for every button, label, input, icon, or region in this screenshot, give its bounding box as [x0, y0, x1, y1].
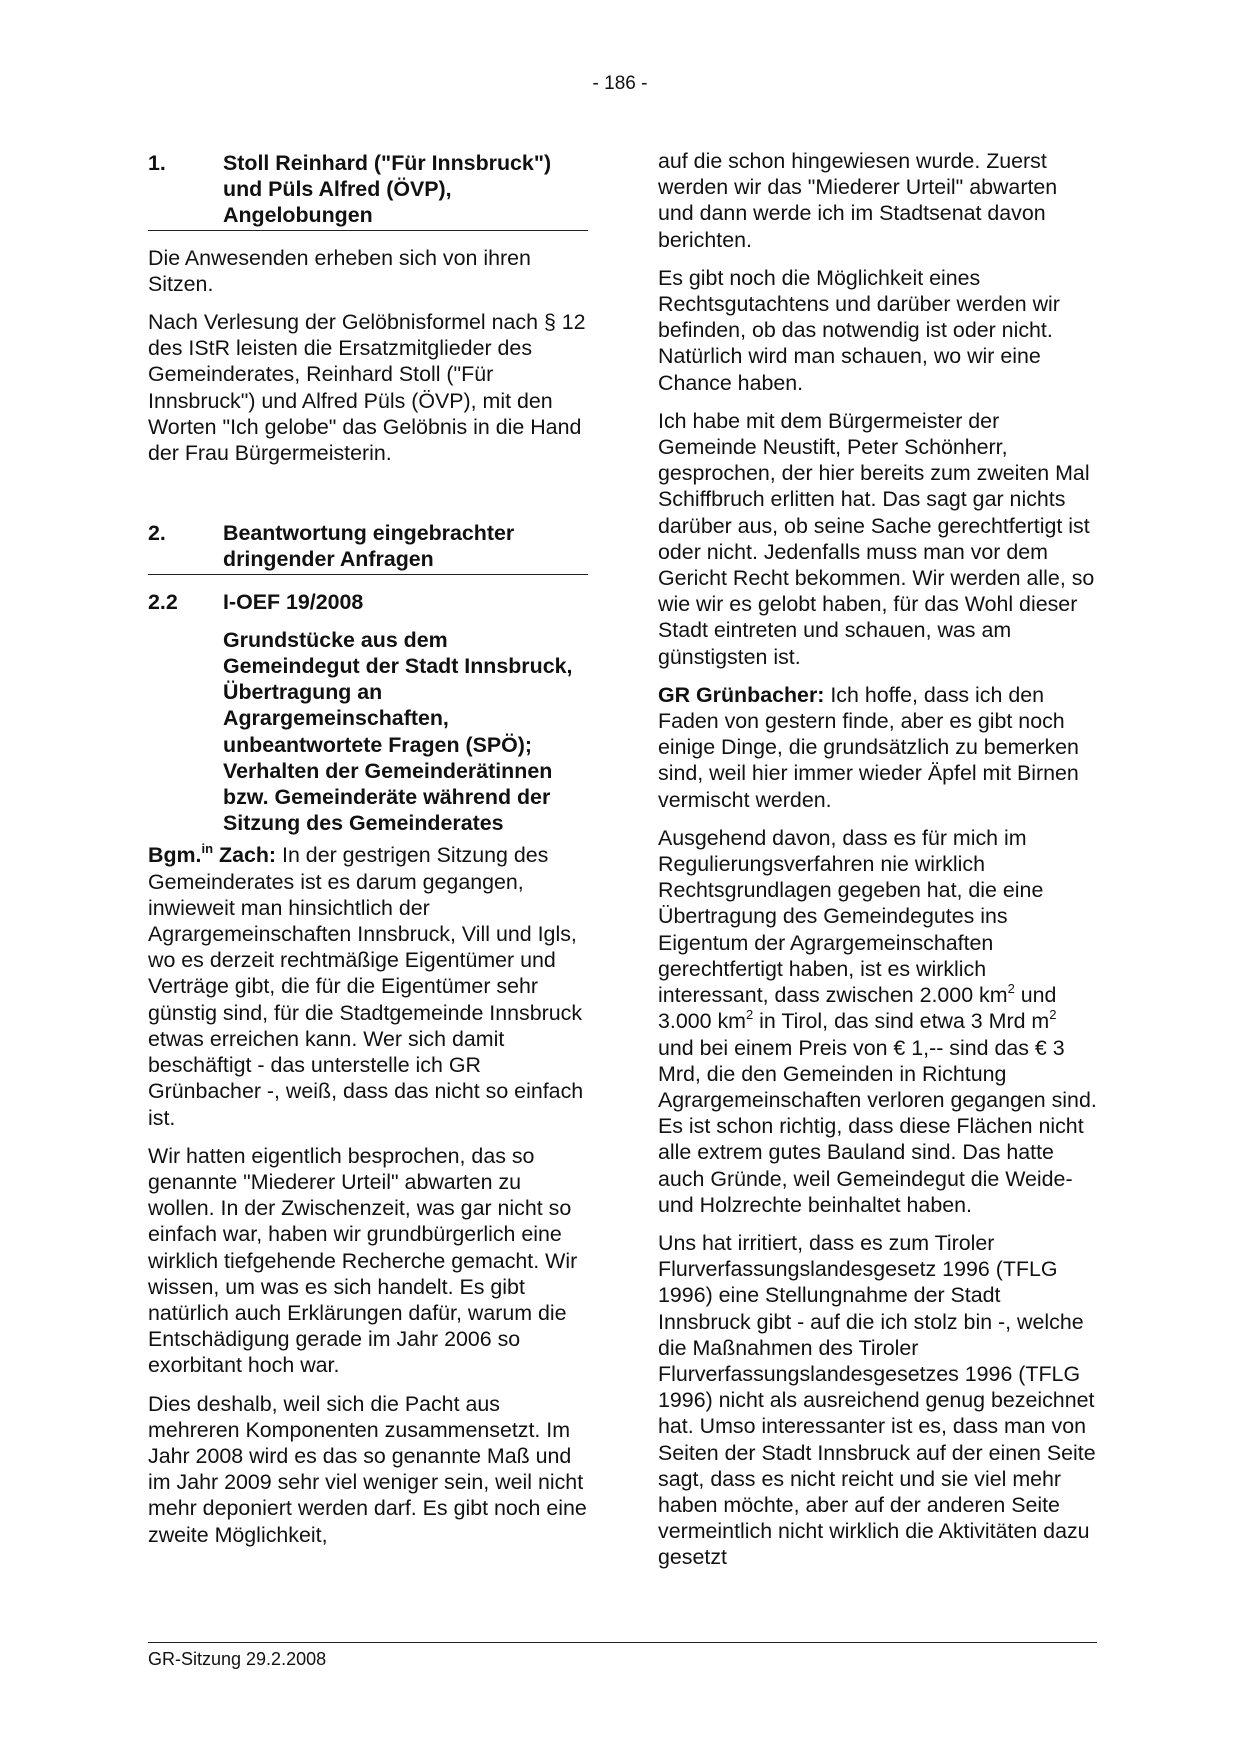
- paragraph: Dies deshalb, weil sich die Pacht aus mehreren Komponenten zusammensetzt. Im Jahr 2008 wird es das so genannte Maß und im Jahr 2009 sehr viel weniger sein, weil nicht mehr deponiert werden darf. Es gibt noch eine zweite Möglichkeit,: [148, 1391, 587, 1547]
- paragraph: Wir hatten eigentlich besprochen, das so genannte "Miederer Urteil" abwarten zu wollen. In der Zwischenzeit, was gar nicht so einfach war, haben wir grundbürgerlich eine wirklich tiefgehende Recherche gemacht. Wir wissen, um was es sich handelt. Es gibt natürlich auch Erklärungen dafür, warum die Entschädigung gerade im Jahr 2006 so exorbitant hoch war.: [148, 1143, 578, 1378]
- page-number: - 186 -: [592, 73, 648, 94]
- paragraph: Ausgehend davon, dass es für mich im Regulierungsverfahren nie wirklich Rechtsgrundlagen gegeben hat, die eine Übertragung des Gemeindegutes ins Eigentum der Agrargemeinschaften gerechtfertigt haben, ist es wirklich interessant, dass zwischen 2.000 $km^2$ und 3.000 $km^2$ in Tirol, das sind etwa 3 Mrd $m^2$ und bei einem Preis von € 1,-- sind das € 3 Mrd, die den Gemeinden in Richtung Agrargemeinschaften verloren gegangen sind. Es ist schon richtig, dass diese Flächen nicht alle extrem gutes Bauland sind. Das hatte auch Gründe, weil Gemeindegut die Weide- und Holzrechte beinhaltet haben.: [658, 825, 1097, 1217]
- heading-number: 2.: [148, 521, 166, 546]
- speech-paragraph: Bgm.$^{in}$ Zach: In der gestrigen Sitzung des Gemeinderates ist es darum gegangen, inwieweit man hinsichtlich der Agrargemeinschaften Innsbruck, Vill und Igls, wo es derzeit rechtmäßige Eigentümer und Verträge gibt, die für die Eigentümer sehr günstig sind, für die Stadtgemeinde Innsbruck etwas erreichen kann. Wer sich damit beschäftigt - das unterstelle ich GR Grünbacher -, weiß, dass das nicht so einfach ist.: [148, 841, 584, 1130]
- heading-item-2-2: [148, 589, 588, 615]
- speaker-label: GR Grünbacher:: [658, 682, 825, 707]
- left-column: [148, 150, 588, 1560]
- footer: GR-Sitzung 29.2.2008: [148, 1642, 1097, 1670]
- heading-item-2: [148, 520, 588, 574]
- paragraph: Die Anwesenden erheben sich von ihren Sitzen.: [148, 245, 531, 296]
- paragraph: Uns hat irritiert, dass es zum Tiroler Flurverfassungslandesgesetz 1996 (TFLG 1996) eine Stellungnahme der Stadt Innsbruck gibt - auf die ich stolz bin -, welche die Maßnahmen des Tiroler Flurverfassungslandesgesetzes 1996 (TFLG 1996) nicht als ausreichend genug bezeichnet hat. Umso interessanter ist es, dass man von Seiten der Stadt Innsbruck auf der einen Seite sagt, dass es nicht reicht und sie viel mehr haben möchte, aber auf der anderen Seite vermeintlich nicht wirklich die Aktivitäten dazu gesetzt: [658, 1230, 1096, 1570]
- paragraph: Ich habe mit dem Bürgermeister der Gemeinde Neustift, Peter Schönherr, gesprochen, der hier bereits zum zweiten Mal Schiffbruch erlitten hat. Das sagt gar nichts darüber aus, ob seine Sache gerechtfertigt ist oder nicht. Jedenfalls muss man vor dem Gericht Recht bekommen. Wir werden alle, so wie wir es gelobt haben, für das Wohl dieser Stadt eintreten und schauen, was am günstigsten ist.: [658, 408, 1095, 669]
- speech-paragraph: GR Grünbacher: Ich hoffe, dass ich den Faden von gestern finde, aber es gibt noch einige Dinge, die grundsätzlich zu bemerken sind, weil hier immer wieder Äpfel mit Birnen vermischt werden.: [658, 682, 1079, 812]
- heading-item-1: [148, 150, 588, 231]
- heading-title: Stoll Reinhard ("Für Innsbruck") und Püls Alfred (ÖVP), Angelobungen: [223, 151, 552, 228]
- heading-number: 2.2: [148, 589, 178, 614]
- speaker-label: Bgm.$^{in}$ Zach:: [148, 841, 277, 868]
- subject-line-2: Verhalten der Gemeinderätinnen bzw. Gemeinderäte während der Sitzung des Gemeinderates: [223, 758, 553, 836]
- heading-title: I-OEF 19/2008: [223, 589, 364, 614]
- heading-title: Beantwortung eingebrachter dringender Anfragen: [223, 521, 515, 572]
- subject: [148, 627, 588, 837]
- heading-number: 1.: [148, 151, 166, 175]
- subject-line-1: Grundstücke aus dem Gemeindegut der Stadt Innsbruck, Übertragung an Agrargemeinschaften, unbeantwortete Fragen (SPÖ);: [223, 627, 573, 757]
- paragraph: Es gibt noch die Möglichkeit eines Rechtsgutachtens und darüber werden wir befinden, ob das notwendig ist oder nicht. Natürlich wird man schauen, wo wir eine Chance haben.: [658, 265, 1060, 395]
- right-column: [658, 148, 1098, 1583]
- paragraph: Nach Verlesung der Gelöbnisformel nach § 12 des IStR leisten die Ersatzmitglieder des Gemeinderates, Reinhard Stoll ("Für Innsbruck") und Alfred Püls (ÖVP), mit den Worten "Ich gelobe" das Gelöbnis in die Hand der Frau Bürgermeisterin.: [148, 310, 586, 466]
- paragraph: auf die schon hingewiesen wurde. Zuerst werden wir das "Miederer Urteil" abwarten und dann werde ich im Stadtsenat davon berichten.: [658, 149, 1058, 252]
